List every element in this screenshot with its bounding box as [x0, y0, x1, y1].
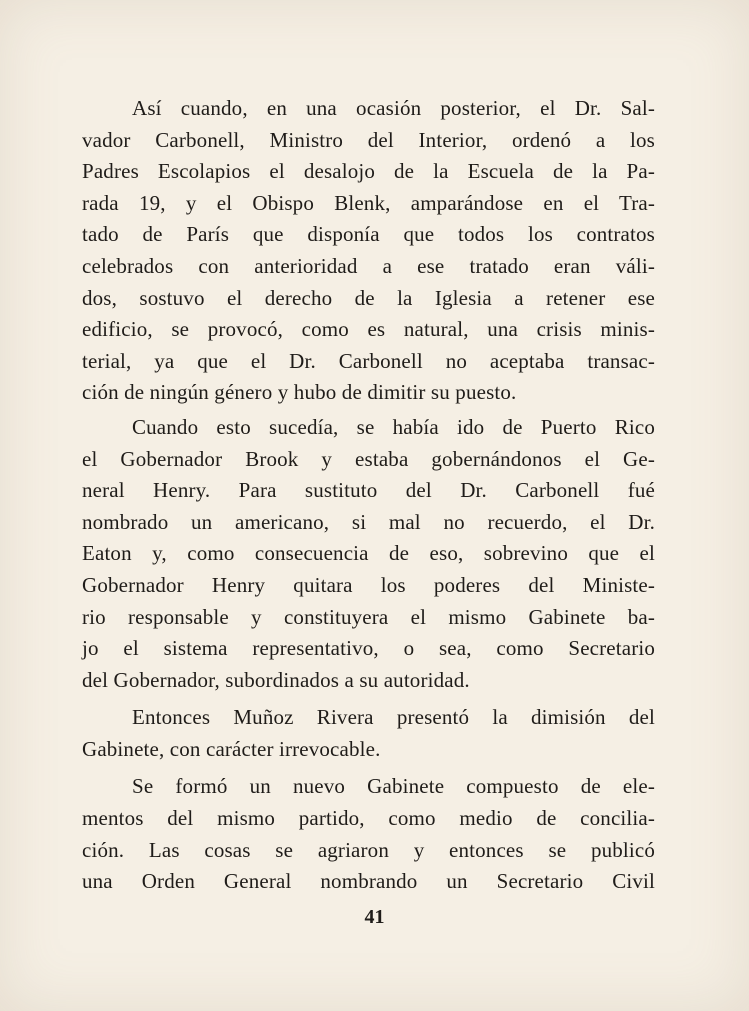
text-line: dos, sostuvo el derecho de la Iglesia a retener ese — [82, 285, 655, 310]
text-line: rada 19, y el Obispo Blenk, amparándose en el Tra- — [82, 190, 655, 215]
text-line: Eaton y, como consecuencia de eso, sobrevino que el — [82, 541, 655, 566]
text-line: una Orden General nombrando un Secretario Civil — [82, 869, 655, 894]
text-line: tado de París que disponía que todos los contratos — [82, 222, 655, 247]
text-line: Gabinete, con carácter irrevocable. — [82, 736, 381, 761]
text-line: del Gobernador, subordinados a su autoridad. — [82, 667, 470, 692]
text-line: neral Henry. Para sustituto del Dr. Carbonell fué — [82, 478, 655, 503]
body-text — [82, 93, 655, 898]
text-line: ción de ningún género y hubo de dimitir su puesto. — [82, 380, 517, 405]
text-line: vador Carbonell, Ministro del Interior, ordenó a los — [82, 127, 655, 152]
text-line: Padres Escolapios el desalojo de la Escuela de la Pa- — [82, 159, 655, 184]
text-line: rio responsable y constituyera el mismo Gabinete ba- — [82, 604, 655, 629]
paragraph-3 — [82, 702, 655, 765]
text-line: Cuando esto sucedía, se había ido de Puerto Rico — [132, 414, 655, 439]
text-line: celebrados con anterioridad a ese tratado eran váli- — [82, 253, 655, 278]
page-number: 41 — [364, 906, 385, 928]
text-line: ción. Las cosas se agriaron y entonces se publicó — [82, 837, 655, 862]
text-line: jo el sistema representativo, o sea, como Secretario — [82, 636, 655, 661]
text-line: el Gobernador Brook y estaba gobernándonos el Ge- — [82, 446, 655, 471]
paragraph-4 — [82, 771, 655, 897]
text-line: Se formó un nuevo Gabinete compuesto de ele- — [132, 774, 655, 799]
text-line: terial, ya que el Dr. Carbonell no aceptaba transac- — [82, 348, 655, 373]
text-line: mentos del mismo partido, como medio de concilia- — [82, 806, 655, 831]
text-line: nombrado un americano, si mal no recuerdo, el Dr. — [82, 509, 655, 534]
text-line: Gobernador Henry quitara los poderes del Ministe- — [82, 572, 655, 597]
text-line: Así cuando, en una ocasión posterior, el Dr. Sal- — [132, 96, 655, 120]
text-line: Entonces Muñoz Rivera presentó la dimisión del — [132, 705, 655, 730]
text-line: edificio, se provocó, como es natural, una crisis minis- — [82, 317, 655, 342]
paragraph-2 — [82, 412, 655, 696]
paragraph-1 — [82, 93, 655, 409]
